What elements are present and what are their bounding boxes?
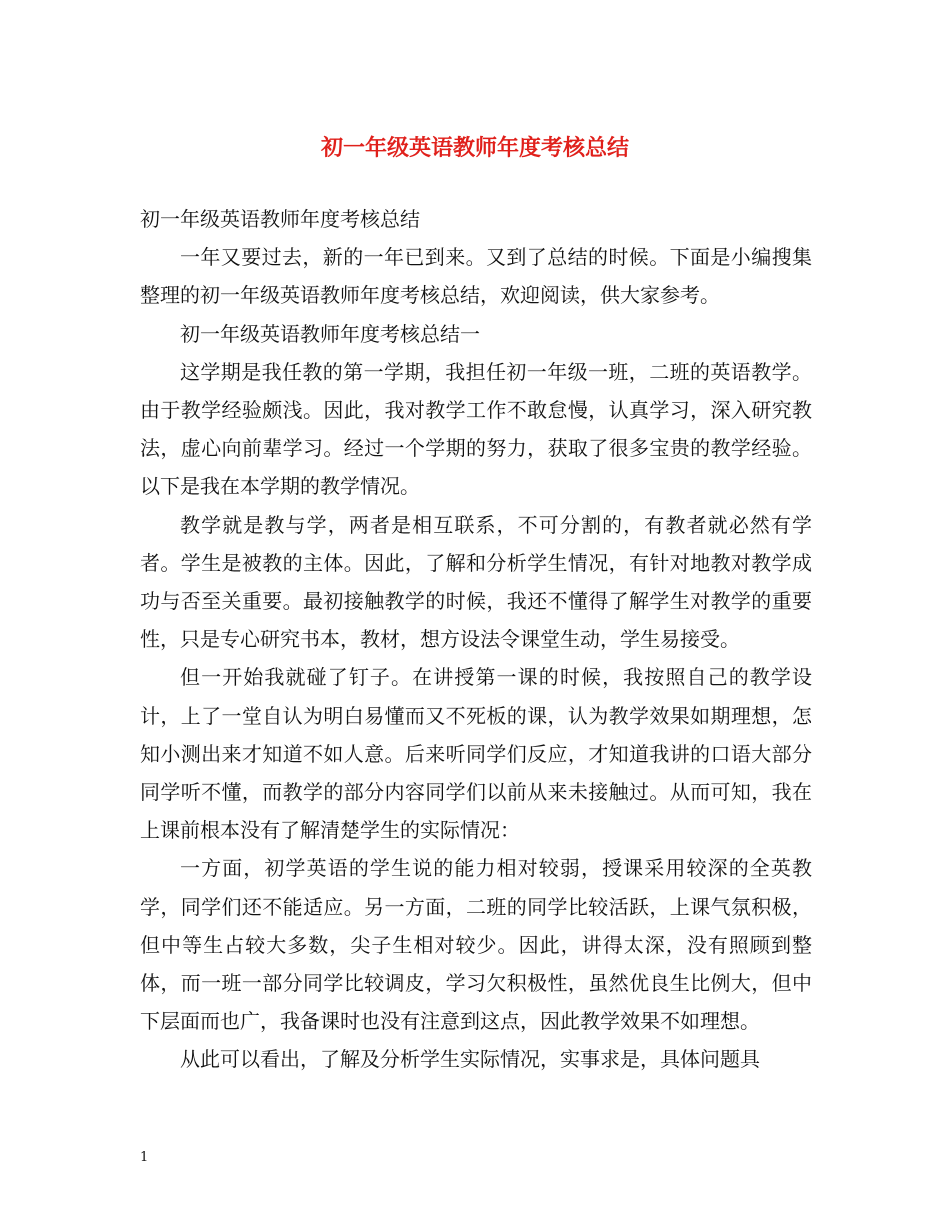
paragraph: 一方面，初学英语的学生说的能力相对较弱，授课采用较深的全英教学，同学们还不能适应。另一方面，二班的同学比较活跃，上课气氛积极，但中等生占较大多数，尖子生相对较少。因此，讲得太深，没有照顾到整体，而一班一部分同学比较调皮，学习欠积极性，虽然优良生比例大，但中下层面而也广，我备课时也没有注意到这点，因此教学效果不如理想。 [140, 856, 812, 1034]
page-number: 1 [140, 1150, 149, 1165]
paragraph: 教学就是教与学，两者是相互联系，不可分割的，有教者就必然有学者。学生是被教的主体。因此，了解和分析学生情况，有针对地教对教学成功与否至关重要。最初接触教学的时候，我还不懂得了解学生对教学的重要性，只是专心研究书本，教材，想方设法令课堂生动，学生易接受。 [140, 512, 812, 652]
paragraph-intro: 一年又要过去，新的一年已到来。又到了总结的时候。下面是小编搜集整理的初一年级英语教师年度考核总结，欢迎阅读，供大家参考。 [140, 245, 812, 308]
paragraph: 但一开始我就碰了钉子。在讲授第一课的时候，我按照自己的教学设计，上了一堂自认为明白易懂而又不死板的课，认为教学效果如期理想，怎知小测出来才知道不如人意。后来听同学们反应，才知道我讲的口语大部分同学听不懂，而教学的部分内容同学们以前从来未接触过。从而可知，我在上课前根本没有了解清楚学生的实际情况： [140, 665, 812, 843]
paragraph-heading: 初一年级英语教师年度考核总结 [140, 207, 420, 231]
paragraph-section-title: 初一年级英语教师年度考核总结一 [180, 321, 480, 346]
paragraph: 从此可以看出，了解及分析学生实际情况，实事求是，具体问题具 [180, 1047, 760, 1072]
document-body [140, 200, 812, 1079]
document-title: 初一年级英语教师年度考核总结 [320, 135, 629, 161]
paragraph: 这学期是我任教的第一学期，我担任初一年级一班，二班的英语教学。由于教学经验颇浅。因此，我对教学工作不敢怠慢，认真学习，深入研究教法，虚心向前辈学习。经过一个学期的努力，获取了很多宝贵的教学经验。以下是我在本学期的教学情况。 [140, 359, 812, 499]
